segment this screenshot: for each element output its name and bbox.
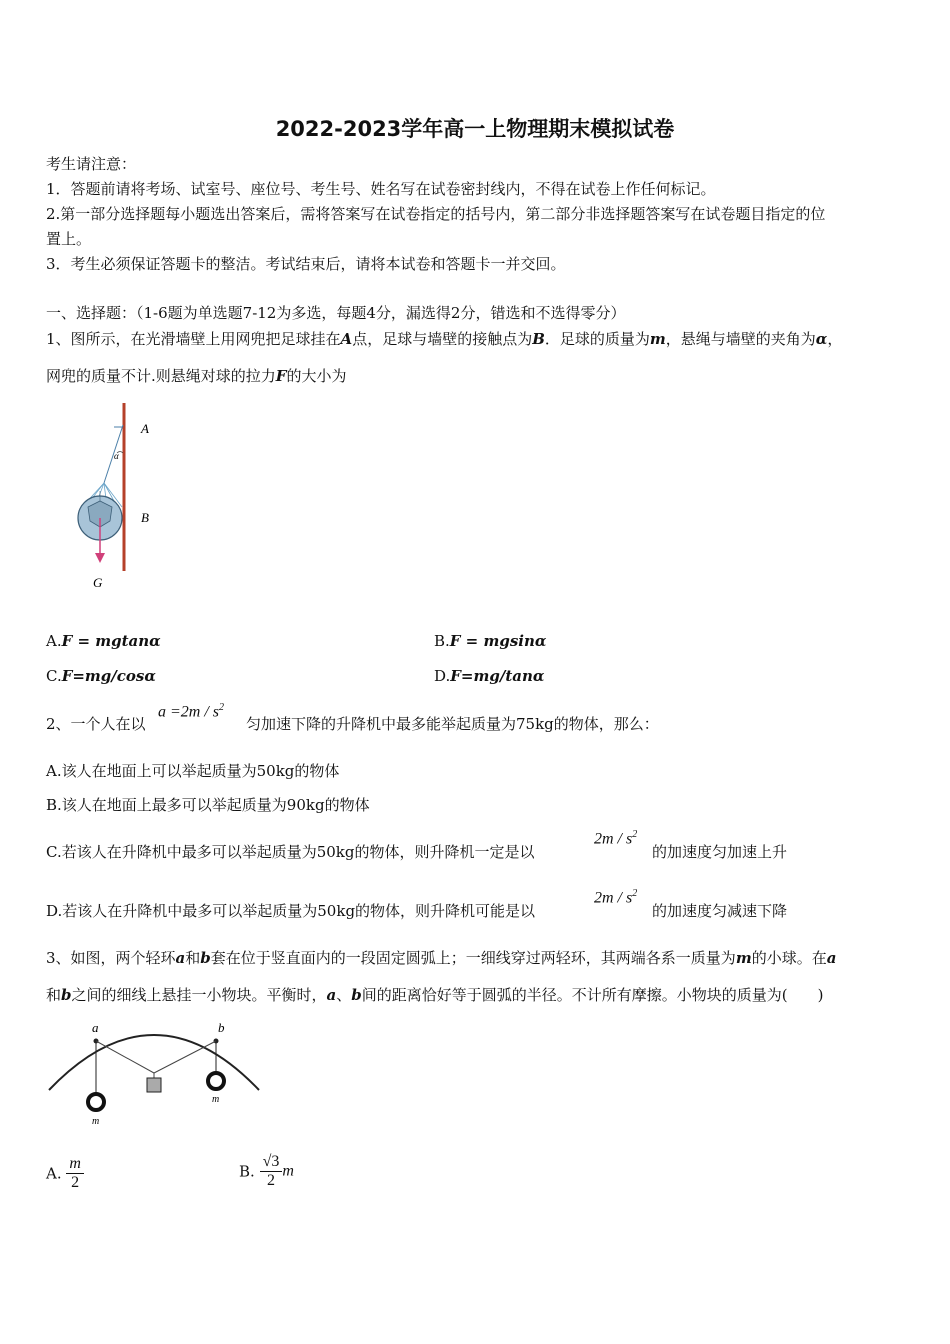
label-a: a: [92, 1020, 99, 1035]
q3-option-a[interactable]: A. $\frac{m}{2}$: [46, 1155, 84, 1192]
q1-figure-ball-on-wall: [70, 395, 180, 595]
q2-option-b[interactable]: B.该人在地面上最多可以举起质量为90kg的物体: [46, 796, 370, 814]
string-right: [154, 1041, 216, 1073]
q2-option-c[interactable]: C.若该人在升降机中最多可以举起质量为50kg的物体，则升降机一定是以: [46, 843, 535, 861]
notice-item-2-cont: 置上。: [46, 230, 92, 248]
q2-option-c-tail: 的加速度匀加速上升: [652, 843, 788, 861]
label-g: G: [93, 575, 103, 590]
q1-option-c[interactable]: C.F=mg/cosα: [46, 667, 156, 685]
q2-option-d-accel: $2m / s^2$: [594, 888, 638, 907]
q1-option-b[interactable]: B.F = mgsinα: [434, 632, 547, 650]
q3-option-b[interactable]: B. $\frac{√3}{2}$ m: [239, 1153, 294, 1189]
q1-stem-line1: 1、图所示，在光滑墙壁上用网兜把足球挂在A点，足球与墙壁的接触点为B．足球的质量为m，悬绳与墙壁的夹角为α，: [46, 330, 843, 348]
page-title: 2022-2023学年高一上物理期末模拟试卷: [275, 117, 675, 141]
small-block: [147, 1078, 161, 1092]
q3-stem-line1: 3、如图，两个轻环a和b套在位于竖直面内的一段固定圆弧上；一细线穿过两轻环，其两端各系一质量为m的小球。在a: [46, 949, 837, 967]
q1-option-d[interactable]: D.F=mg/tanα: [434, 667, 545, 685]
notice-heading: 考生请注意：: [46, 155, 137, 173]
q1-stem-line2: 网兜的质量不计.则悬绳对球的拉力F的大小为: [46, 367, 347, 385]
q2-option-a[interactable]: A.该人在地面上可以举起质量为50kg的物体: [46, 762, 340, 780]
q2-stem-a: 2、一个人在以: [46, 715, 146, 733]
notice-item-1: 1．答题前请将考场、试室号、座位号、考生号、姓名写在试卷密封线内，不得在试卷上作任何标记。: [46, 180, 716, 198]
ball-right: [208, 1073, 224, 1089]
fraction-sqrt3-over-2: $\frac{√3}{2}$: [260, 1153, 283, 1190]
label-b: b: [218, 1020, 225, 1035]
label-m-left: m: [92, 1116, 100, 1127]
label-alpha: α: [114, 451, 119, 461]
q2-option-d-tail: 的加速度匀减速下降: [652, 902, 788, 920]
ball-left: [88, 1094, 104, 1110]
q1-option-a[interactable]: A.F = mgtanα: [46, 632, 161, 650]
section-heading: 一、选择题：（1-6题为单选题7-12为多选，每题4分，漏选得2分，错选和不选得零分）: [46, 304, 626, 322]
q2-option-d[interactable]: D.若该人在升降机中最多可以举起质量为50kg的物体，则升降机可能是以: [46, 902, 536, 920]
label-a-point: A: [141, 421, 149, 436]
q2-stem-b: 匀加速下降的升降机中最多能举起质量为75kg的物体，那么：: [246, 715, 659, 733]
fraction-m-over-2: $\frac{m}{2}$: [66, 1155, 84, 1192]
q3-stem-line2: 和b之间的细线上悬挂一小物块。平衡时，a、b间的距离恰好等于圆弧的半径。不计所有摩擦。小物块的质量为( ): [46, 986, 824, 1004]
q2-accel: $a =2m / s^2$: [158, 702, 225, 721]
notice-item-3: 3．考生必须保证答题卡的整洁。考试结束后，请将本试卷和答题卡一并交回。: [46, 255, 566, 273]
string-left: [96, 1041, 154, 1073]
label-m-right: m: [212, 1094, 220, 1105]
q2-option-c-accel: $2m / s^2$: [594, 829, 638, 848]
label-b-point: B: [141, 510, 149, 525]
notice-item-2: 2.第一部分选择题每小题选出答案后，需将答案写在试卷指定的括号内，第二部分非选择题答案写在试卷题目指定的位: [46, 205, 826, 223]
q3-figure-arc-rings: [44, 1016, 266, 1128]
